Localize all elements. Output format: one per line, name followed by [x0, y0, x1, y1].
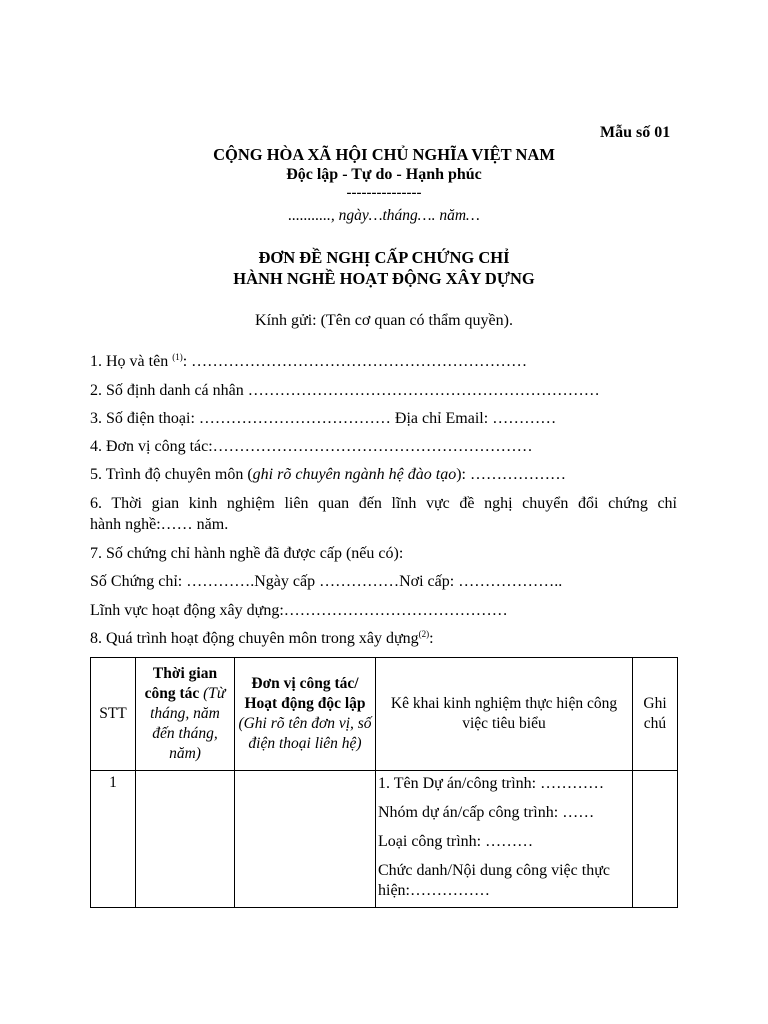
field-qualification-hint: ghi rõ chuyên ngành hệ đào tạo [252, 466, 457, 483]
experience-project-name: 1. Tên Dự án/công trình: ………… [378, 775, 605, 792]
header-unit-bold: Đơn vị công tác/ Hoạt động độc lập [244, 675, 366, 712]
table-header-row [91, 658, 678, 771]
field-certificate-details: Số Chứng chỉ: ………….Ngày cấp ……………Nơi cấp: ……………….. [90, 573, 563, 590]
field-workplace: 4. Đơn vị công tác:…………………………………………………… [90, 438, 533, 455]
field-qualification-label: 5. Trình độ chuyên môn ( [90, 466, 253, 483]
field-full-name [90, 353, 527, 371]
field-work-history-label: 8. Quá trình hoạt động chuyên môn trong xây dựng [90, 630, 419, 647]
field-full-name-dots: : ……………………………………………………… [182, 353, 528, 370]
motto: Độc lập - Tự do - Hạnh phúc [286, 166, 482, 183]
date-line: ..........., ngày…tháng…. năm… [288, 207, 480, 224]
field-phone-email: 3. Số điện thoại: ……………………………… Địa chỉ Email: ………… [90, 410, 557, 427]
experience-project-group: Nhóm dự án/cấp công trình: …… [378, 804, 595, 821]
field-full-name-label: 1. Họ và tên [90, 353, 173, 370]
experience-work-type: Loại công trình: ……… [378, 833, 534, 850]
header-unit-italic: (Ghi rõ tên đơn vị, số điện thoại liên hệ) [238, 715, 372, 752]
field-work-history [90, 630, 434, 648]
field-certificate-heading: 7. Số chứng chỉ hành nghề đã được cấp (nếu có): [90, 545, 404, 562]
header-stt: STT [91, 658, 136, 771]
field-work-history-colon: : [429, 630, 434, 647]
field-qualification [90, 466, 566, 484]
doc-title-line1: ĐƠN ĐỀ NGHỊ CẤP CHỨNG CHỈ [258, 248, 510, 267]
cell-note [633, 771, 678, 908]
header-time-italic: (Từ tháng, năm đến tháng, năm) [150, 685, 226, 762]
footnote-ref-1: (1) [172, 352, 183, 362]
header-time [136, 658, 235, 771]
field-personal-id: 2. Số định danh cá nhân ………………………………………………………… [90, 382, 600, 399]
cell-time [136, 771, 235, 908]
footnote-ref-2: (2) [418, 629, 430, 639]
header-experience: Kê khai kinh nghiệm thực hiện công việc tiêu biểu [376, 658, 633, 771]
field-certificate-scope: Lĩnh vực hoạt động xây dựng:…………………………………… [90, 602, 508, 619]
header-unit [235, 658, 376, 771]
cell-experience [376, 771, 633, 908]
header-note: Ghi chú [633, 658, 678, 771]
cell-unit [235, 771, 376, 908]
field-qualification-dots: ): ……………… [456, 466, 566, 483]
field-experience-time-line2: hành nghề:…… năm. [90, 516, 229, 533]
form-number: Mẫu số 01 [600, 124, 671, 141]
cell-stt: 1 [91, 771, 136, 908]
recipient: Kính gửi: (Tên cơ quan có thẩm quyền). [255, 312, 513, 329]
doc-title-line2: HÀNH NGHỀ HOẠT ĐỘNG XÂY DỰNG [233, 269, 535, 288]
table-row [91, 771, 678, 908]
work-history-table [90, 657, 678, 908]
country-title: CỘNG HÒA XÃ HỘI CHỦ NGHĨA VIỆT NAM [213, 145, 555, 164]
divider: --------------- [346, 185, 422, 201]
field-experience-time-line1: 6. Thời gian kinh nghiệm liên quan đến lĩnh vực đề nghị chuyển đổi chứng chỉ [90, 495, 677, 512]
header-time-bold: Thời gian công tác [144, 665, 218, 702]
experience-role: Chức danh/Nội dung công việc thực hiện:…………… [378, 862, 610, 899]
